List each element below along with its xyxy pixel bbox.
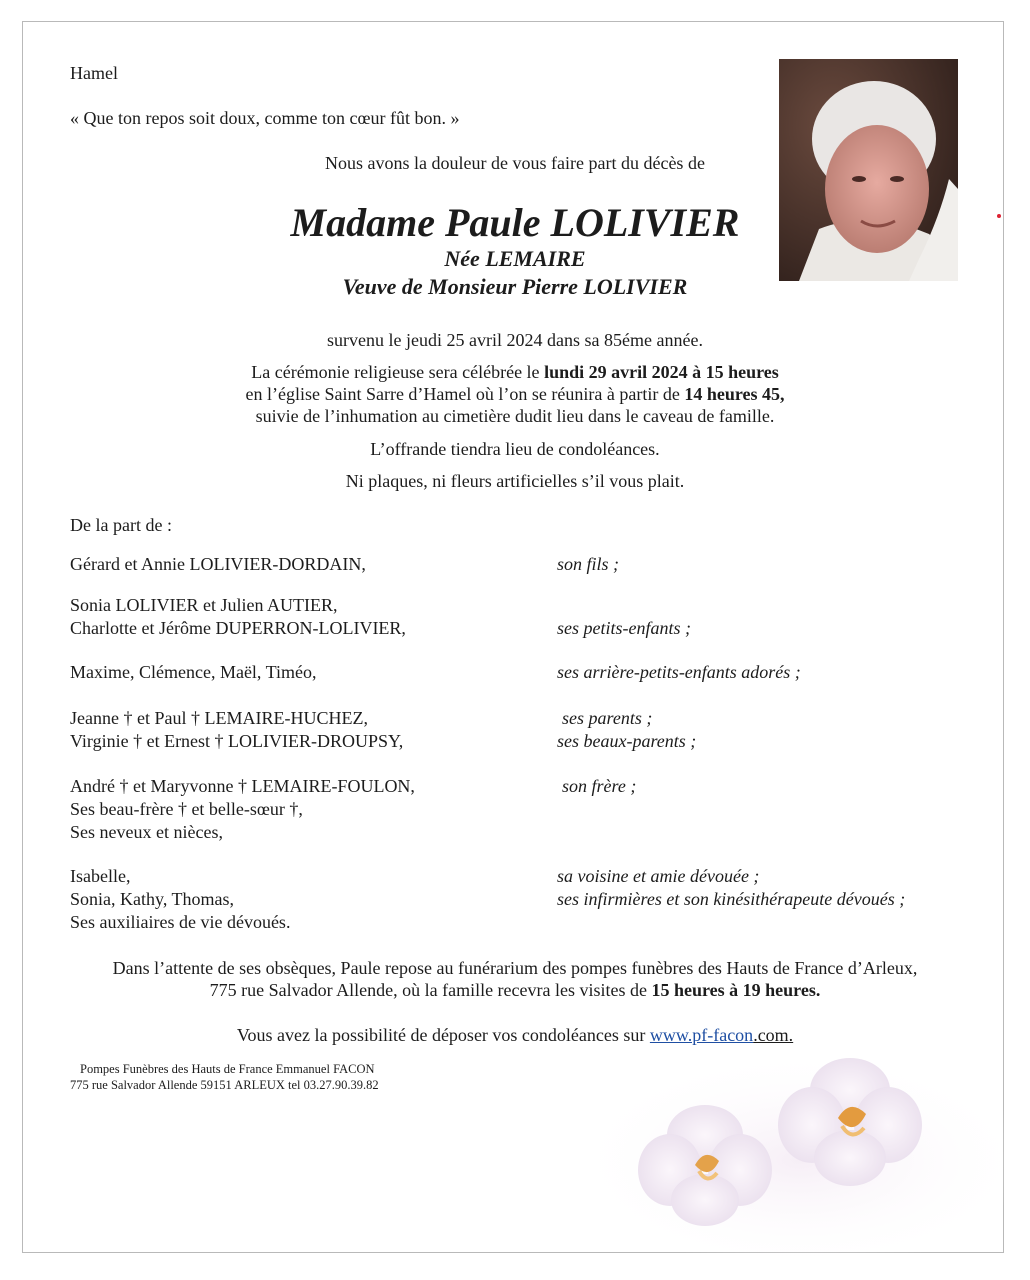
epitaph-quote: « Que ton repos soit doux, comme ton cœur fût bon. »: [70, 108, 460, 128]
ceremony-place: en l’église Saint Sarre d’Hamel où l’on se réunira à partir de: [245, 384, 685, 404]
family-relation: son frère ;: [562, 776, 637, 796]
maiden-name: Née LEMAIRE: [444, 246, 586, 271]
condolences-link[interactable]: www.pf-facon: [649, 1025, 754, 1045]
family-relation: ses beaux-parents ;: [557, 731, 697, 751]
family-relation: ses infirmières et son kinésithérapeute dévoués ;: [557, 889, 906, 909]
gathering-time: 14 heures 45,: [684, 384, 785, 404]
family-name: Jeanne † et Paul † LEMAIRE-HUCHEZ,: [70, 708, 368, 728]
family-name: Isabelle,: [70, 866, 131, 886]
family-name: Sonia LOLIVIER et Julien AUTIER,: [70, 595, 338, 615]
funerarium-address: 775 rue Salvador Allende, où la famille recevra les visites de: [209, 980, 652, 1000]
ceremony-text: La cérémonie religieuse sera célébrée le: [251, 362, 545, 382]
family-relation: ses petits-enfants ;: [557, 618, 691, 638]
family-name: Ses beau-frère † et belle-sœur †,: [70, 799, 303, 819]
family-relation: ses arrière-petits-enfants adorés ;: [557, 662, 801, 682]
family-name: Maxime, Clémence, Maël, Timéo,: [70, 662, 317, 682]
funerarium-line-2: [0, 979, 1030, 1001]
ceremony-line-1: [0, 361, 1030, 383]
ceremony-datetime: lundi 29 avril 2024 à 15 heures: [544, 362, 779, 382]
death-date: survenu le jeudi 25 avril 2024 dans sa 85éme année.: [327, 330, 703, 350]
visiting-hours: 15 heures à 19 heures.: [651, 980, 821, 1000]
family-relation: son fils ;: [557, 554, 620, 574]
burial-info: suivie de l’inhumation au cimetière dudit lieu dans le caveau de famille.: [255, 406, 775, 426]
offering-note: L’offrande tiendra lieu de condoléances.: [370, 439, 660, 459]
ceremony-line-2: [0, 383, 1030, 405]
announcement-intro: Nous avons la douleur de vous faire part du décès de: [325, 153, 705, 173]
family-relation: sa voisine et amie dévouée ;: [557, 866, 760, 886]
no-flowers-note: Ni plaques, ni fleurs artificielles s’il vous plait.: [345, 471, 685, 491]
family-name: Virginie † et Ernest † LOLIVIER-DROUPSY,: [70, 731, 404, 751]
funeral-home-name: Pompes Funèbres des Hauts de France Emmanuel FACON: [80, 1062, 375, 1076]
orchid-decoration: [560, 1050, 1020, 1260]
funerarium-line-1: Dans l’attente de ses obsèques, Paule repose au funérarium des pompes funèbres des Hauts de France d’Arleux,: [112, 958, 918, 978]
family-name: André † et Maryvonne † LEMAIRE-FOULON,: [70, 776, 415, 796]
funeral-home-address: 775 rue Salvador Allende 59151 ARLEUX tel 03.27.90.39.82: [70, 1078, 379, 1092]
condolences-link-suffix: .com.: [753, 1025, 794, 1045]
place-name: Hamel: [70, 63, 118, 83]
family-heading: De la part de :: [70, 515, 172, 535]
condolences-text: Vous avez la possibilité de déposer vos condoléances sur: [236, 1025, 650, 1045]
condolences-line: [0, 1024, 1030, 1046]
widow-of: Veuve de Monsieur Pierre LOLIVIER: [342, 274, 688, 299]
deceased-name: Madame Paule LOLIVIER: [290, 200, 740, 245]
family-name: Charlotte et Jérôme DUPERRON-LOLIVIER,: [70, 618, 406, 638]
family-name: Ses neveux et nièces,: [70, 822, 223, 842]
family-relation: ses parents ;: [562, 708, 653, 728]
family-name: Gérard et Annie LOLIVIER-DORDAIN,: [70, 554, 366, 574]
family-name: Sonia, Kathy, Thomas,: [70, 889, 234, 909]
family-name: Ses auxiliaires de vie dévoués.: [70, 912, 291, 932]
